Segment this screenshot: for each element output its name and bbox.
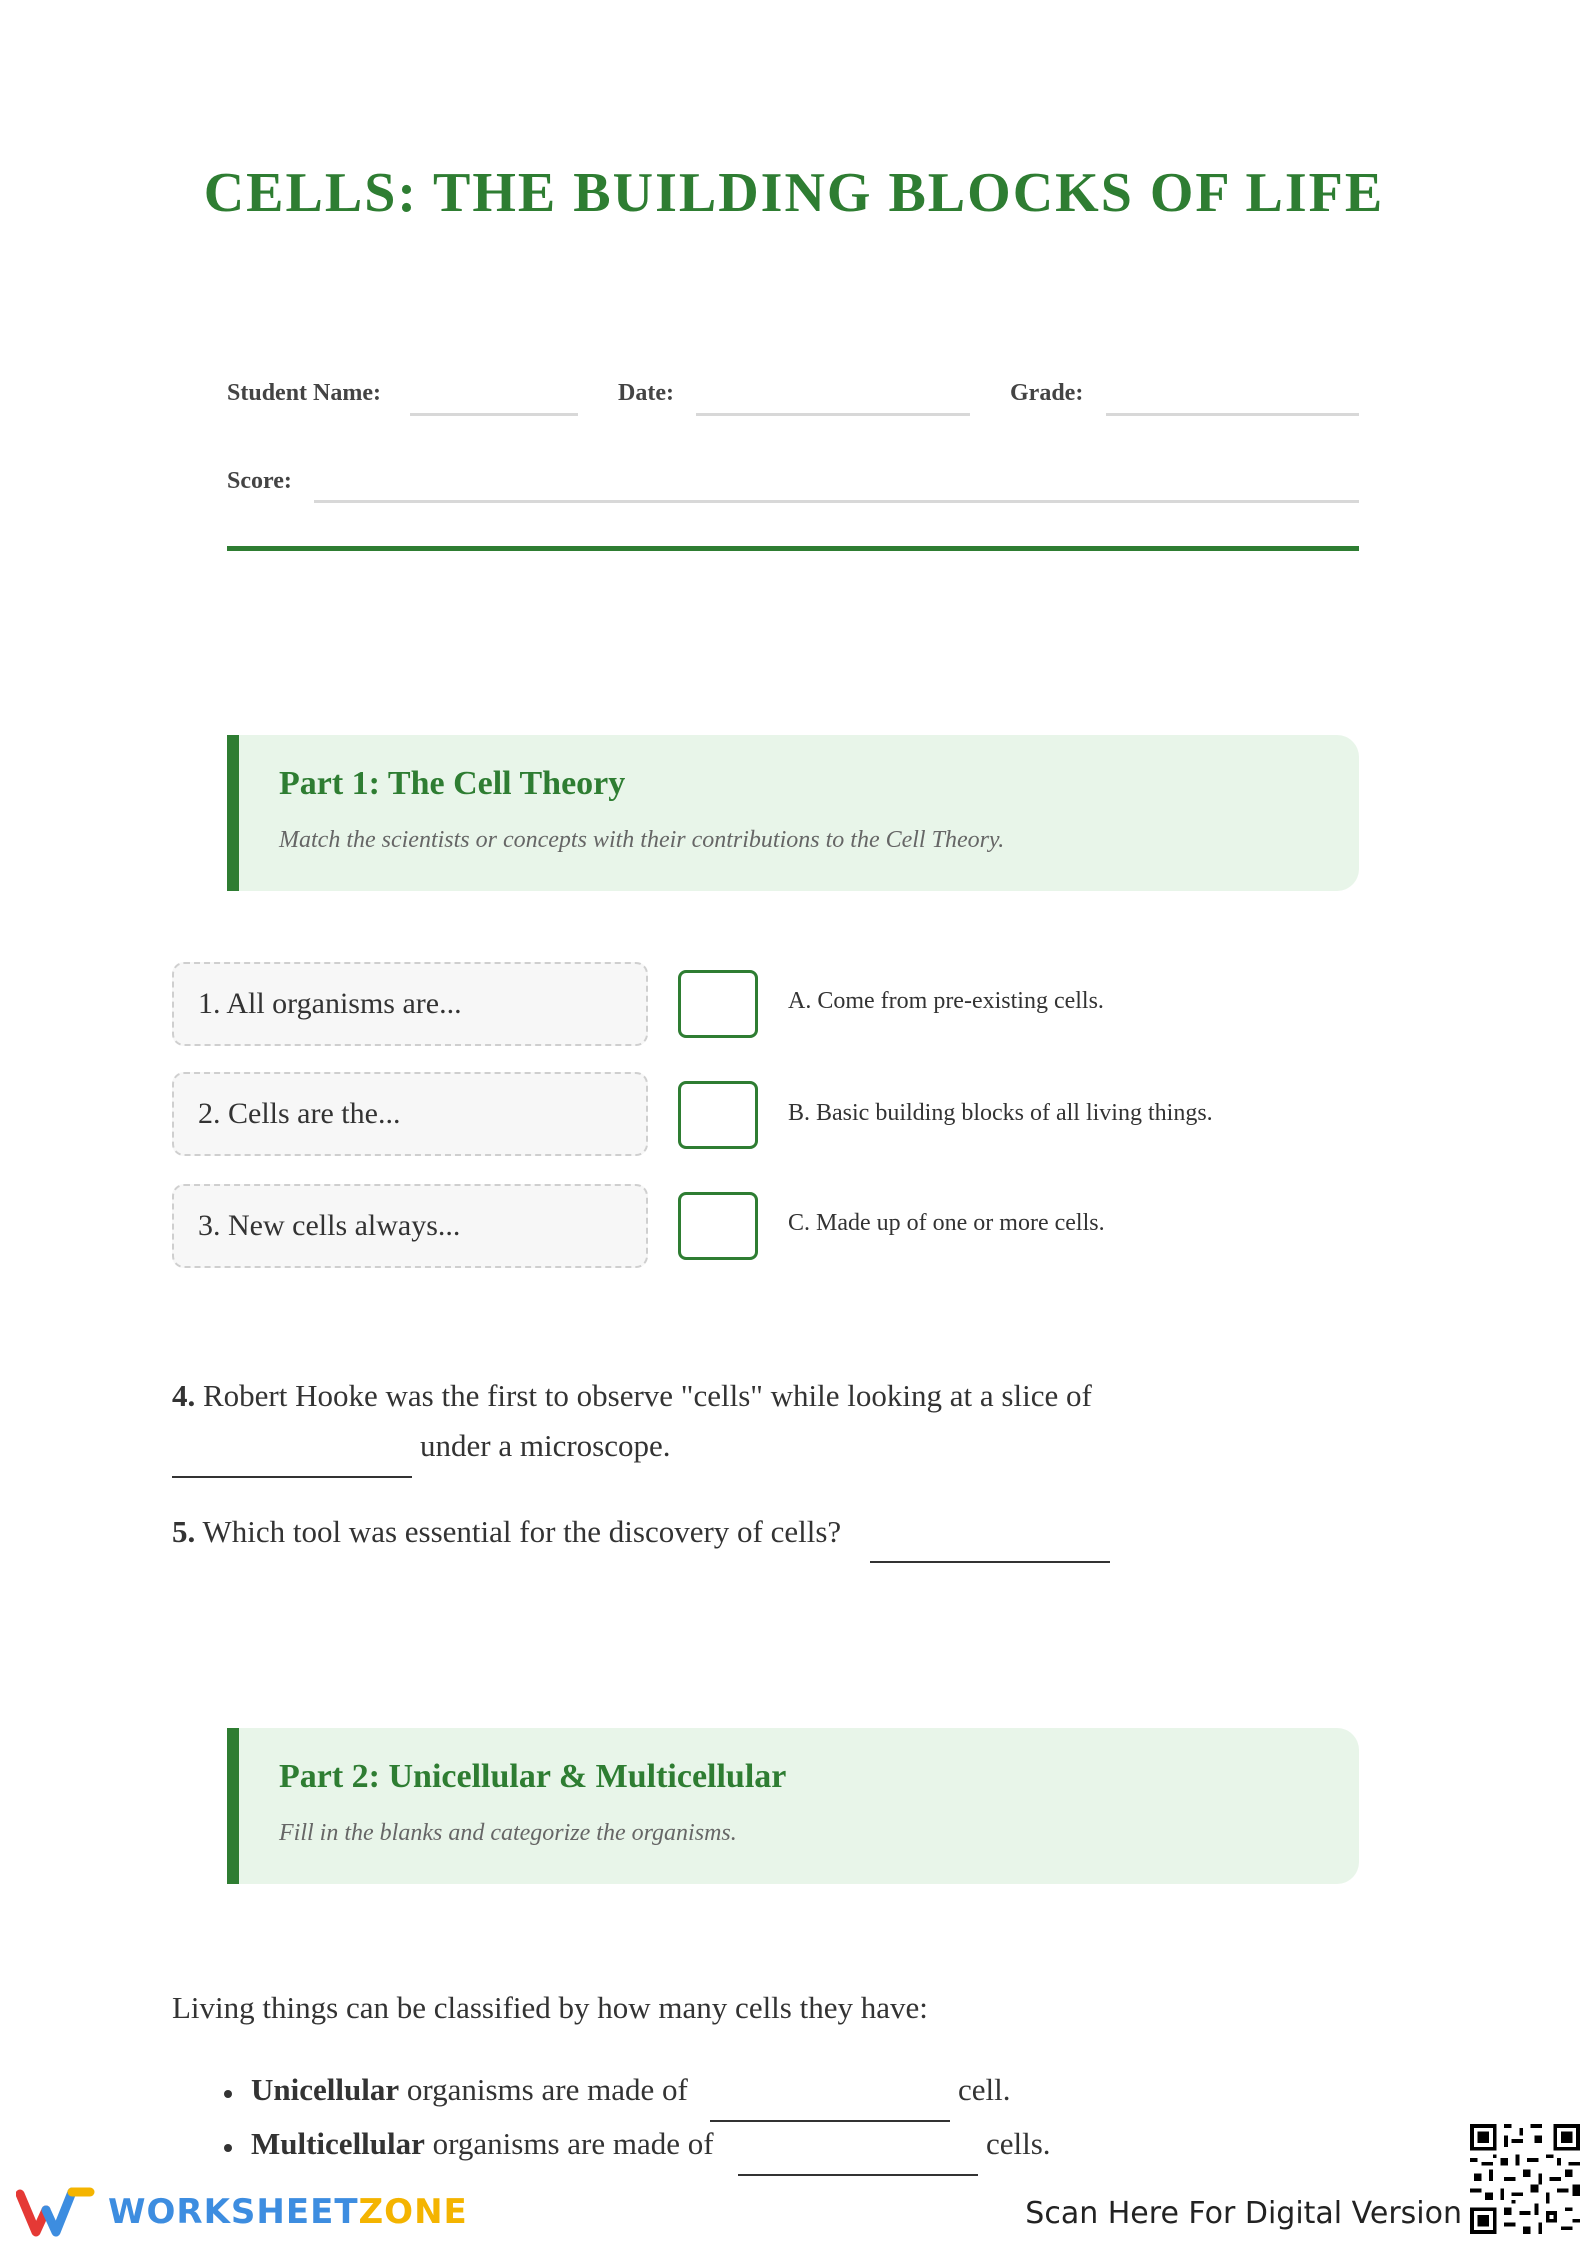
match-answer-box[interactable]	[678, 970, 758, 1038]
match-option: A. Come from pre-existing cells.	[788, 988, 1104, 1014]
question-4-text: Robert Hooke was the first to observe "cells" while looking at a slice of	[203, 1378, 1092, 1413]
date-label: Date:	[618, 380, 674, 406]
unicellular-text: organisms are made of	[406, 2072, 688, 2107]
multicellular-term: Multicellular	[251, 2126, 425, 2161]
part2-instructions: Fill in the blanks and categorize the organisms.	[279, 1820, 737, 1846]
match-item: 3. New cells always...	[172, 1184, 648, 1268]
bullet-dot	[224, 2144, 232, 2152]
brand-name-part-a: WORKSHEET	[108, 2192, 359, 2232]
question-5-number: 5.	[172, 1514, 196, 1549]
student-name-label: Student Name:	[227, 380, 381, 406]
bullet-dot	[224, 2090, 232, 2098]
grade-label: Grade:	[1010, 380, 1084, 406]
match-item: 2. Cells are the...	[172, 1072, 648, 1156]
question-5	[172, 1514, 841, 1550]
unicellular-term: Unicellular	[251, 2072, 400, 2107]
part2-title: Part 2: Unicellular & Multicellular	[279, 1758, 787, 1795]
part1-header	[227, 735, 1359, 891]
match-item: 1. All organisms are...	[172, 962, 648, 1046]
match-answer-box[interactable]	[678, 1192, 758, 1260]
qr-code-icon[interactable]	[1470, 2124, 1580, 2234]
brand-name-part-b: ZONE	[358, 2192, 468, 2232]
part2-intro: Living things can be classified by how many cells they have:	[172, 1990, 928, 2025]
bullet-unicellular	[251, 2072, 688, 2108]
unicellular-answer-blank[interactable]	[710, 2120, 950, 2122]
date-field[interactable]	[696, 413, 970, 416]
multicellular-text: organisms are made of	[432, 2126, 714, 2161]
header-divider	[227, 546, 1359, 551]
match-option: B. Basic building blocks of all living things.	[788, 1100, 1213, 1126]
page-title: CELLS: THE BUILDING BLOCKS OF LIFE	[203, 162, 1385, 224]
question-4	[172, 1378, 1092, 1414]
worksheetzone-logo-icon	[16, 2186, 96, 2238]
part1-instructions: Match the scientists or concepts with their contributions to the Cell Theory.	[279, 827, 1005, 853]
score-field[interactable]	[314, 500, 1359, 503]
multicellular-answer-blank[interactable]	[738, 2174, 978, 2176]
question-4-answer-blank[interactable]	[172, 1476, 412, 1478]
part2-header	[227, 1728, 1359, 1884]
score-label: Score:	[227, 468, 292, 494]
match-option: C. Made up of one or more cells.	[788, 1210, 1105, 1236]
question-5-text: Which tool was essential for the discovery of cells?	[202, 1514, 842, 1549]
question-4-number: 4.	[172, 1378, 196, 1413]
student-name-field[interactable]	[410, 413, 578, 416]
bullet-multicellular	[251, 2126, 714, 2162]
question-4-end: under a microscope.	[420, 1428, 671, 1463]
multicellular-end: cells.	[986, 2126, 1051, 2161]
question-5-answer-blank[interactable]	[870, 1561, 1110, 1563]
scan-instruction: Scan Here For Digital Version	[1025, 2196, 1462, 2231]
match-answer-box[interactable]	[678, 1081, 758, 1149]
unicellular-end: cell.	[958, 2072, 1011, 2107]
grade-field[interactable]	[1106, 413, 1359, 416]
brand-name	[108, 2192, 468, 2232]
part1-title: Part 1: The Cell Theory	[279, 765, 626, 802]
